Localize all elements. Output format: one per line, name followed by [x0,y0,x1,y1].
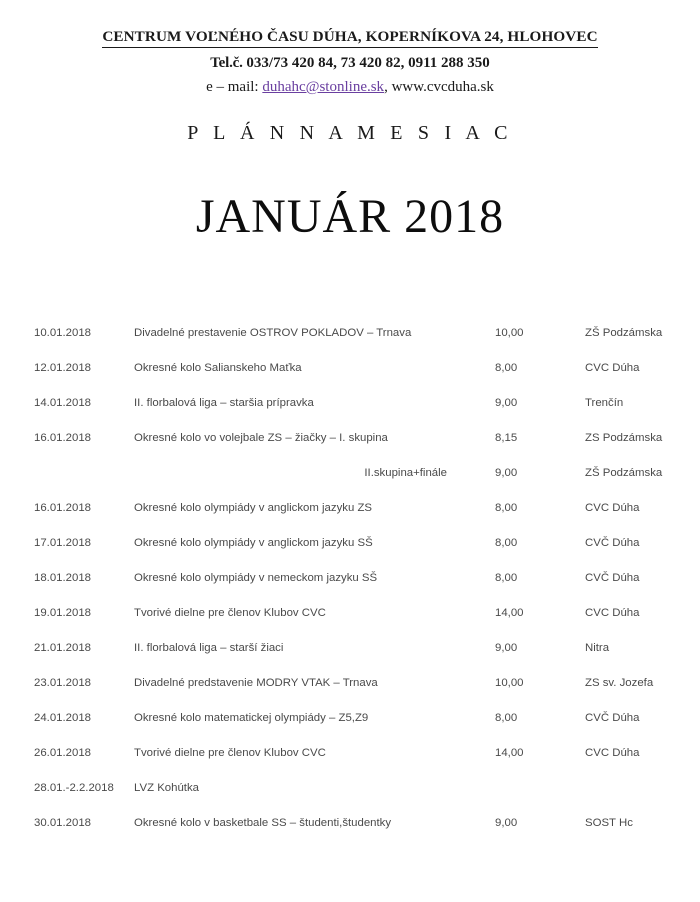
cell-place [585,771,700,806]
cell-date: 12.01.2018 [34,362,92,374]
cell-place: ZS sv. Jozefa [585,677,654,689]
cell-time: 8,00 [495,502,518,514]
cell-description: Okresné kolo matematickej olympiády – Z5,Z9 [134,712,369,724]
cell-place: CVC Dúha [585,607,640,619]
table-row [0,351,700,386]
organization-name: CENTRUM VOĽNÉHO ČASU DÚHA, KOPERNÍKOVA 24, HLOHOVEC [102,28,597,48]
table-row [0,456,700,491]
cell-date: 21.01.2018 [34,642,92,654]
email-link[interactable]: duhahc@stonline.sk [262,79,385,95]
telephone-line [0,55,700,72]
table-row [0,771,700,806]
cell-place: ZS Podzámska [585,432,663,444]
cell-date: 19.01.2018 [34,607,92,619]
table-row [0,631,700,666]
table-row [0,806,700,841]
cell-date: 30.01.2018 [34,817,92,829]
telephone-numbers: 033/73 420 84, 73 420 82, 0911 288 350 [242,55,490,71]
telephone-label: Tel.č. [210,55,243,71]
cell-date: 17.01.2018 [34,537,92,549]
cell-place: Nitra [585,642,610,654]
cell-place: ZŠ Podzámska [585,327,663,339]
letterhead [0,0,700,96]
table-row [0,561,700,596]
cell-place: CVC Dúha [585,502,640,514]
cell-time: 9,00 [495,397,518,409]
cell-time: 8,00 [495,537,518,549]
cell-place: CVČ Dúha [585,572,640,584]
cell-description: Okresné kolo v basketbale SS – študenti,študentky [134,817,392,829]
cell-time: 14,00 [495,747,524,759]
cell-time: 8,00 [495,362,518,374]
email-line [0,79,700,96]
cell-description: II. florbalová liga – staršia prípravka [134,397,314,409]
cell-time: 10,00 [495,677,524,689]
cell-time: 8,00 [495,712,518,724]
cell-date: 28.01.-2.2.2018 [34,782,114,794]
table-row [0,666,700,701]
cell-description: Okresné kolo Salianskeho Maťka [134,362,302,374]
cell-description: Divadelné prestavenie OSTROV POKLADOV – Trnava [134,327,412,339]
cell-time: 14,00 [495,607,524,619]
schedule-body [0,316,700,841]
schedule-table [0,316,700,841]
cell-date: 18.01.2018 [34,572,92,584]
email-label: e – mail: [206,79,263,95]
cell-place: ZŠ Podzámska [585,467,663,479]
cell-date: 24.01.2018 [34,712,92,724]
email-separator: , [384,79,392,95]
table-row [0,596,700,631]
cell-date: 16.01.2018 [34,502,92,514]
cell-place: Trenčín [585,397,624,409]
cell-place: CVC Dúha [585,747,640,759]
cell-description: Okresné kolo vo volejbale ZS – žiačky – I. skupina [134,432,388,444]
table-row [0,421,700,456]
cell-time: 8,00 [495,572,518,584]
cell-date [0,456,134,491]
cell-place: CVČ Dúha [585,537,640,549]
cell-description: Divadelné predstavenie MODRY VTAK – Trnava [134,677,378,689]
table-row [0,316,700,351]
table-row [0,736,700,771]
cell-place: CVČ Dúha [585,712,640,724]
cell-date: 10.01.2018 [34,327,92,339]
cell-time: 10,00 [495,327,524,339]
cell-description: II.skupina+finále [364,467,447,479]
cell-date: 16.01.2018 [34,432,92,444]
table-row [0,526,700,561]
cell-place: SOST Hc [585,817,633,829]
cell-place: CVC Dúha [585,362,640,374]
cell-description: Okresné kolo olympiády v anglickom jazyku SŠ [134,537,373,549]
cell-time: 8,15 [495,432,518,444]
month-heading: JANUÁR 2018 [195,190,505,243]
cell-description: LVZ Kohútka [134,782,200,794]
cell-time: 9,00 [495,642,518,654]
cell-time: 9,00 [495,467,518,479]
plan-heading: P L Á N N A M E S I A C [187,122,513,144]
table-row [0,386,700,421]
cell-date: 23.01.2018 [34,677,92,689]
cell-date: 26.01.2018 [34,747,92,759]
cell-description: II. florbalová liga – starší žiaci [134,642,284,654]
cell-description: Tvorivé dielne pre členov Klubov CVC [134,607,326,619]
cell-time: 9,00 [495,817,518,829]
cell-date: 14.01.2018 [34,397,92,409]
table-row [0,491,700,526]
cell-description: Tvorivé dielne pre členov Klubov CVC [134,747,326,759]
cell-description: Okresné kolo olympiády v anglickom jazyku ZS [134,502,373,514]
cell-time [489,771,585,806]
website-text: www.cvcduha.sk [391,79,494,95]
table-row [0,701,700,736]
cell-description: Okresné kolo olympiády v nemeckom jazyku SŠ [134,572,378,584]
